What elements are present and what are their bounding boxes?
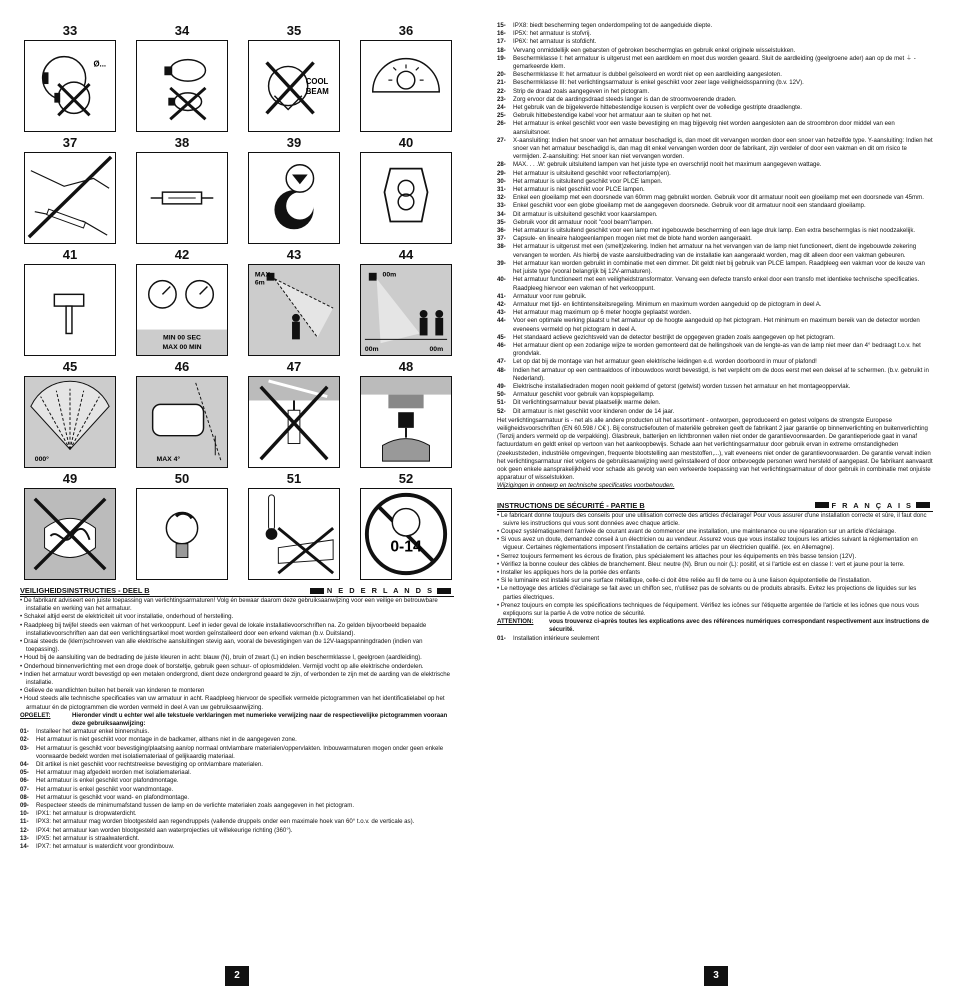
pictogram-number: 44 <box>398 247 414 262</box>
item-text: IPX8: biedt bescherming tegen onderdompeling tot de aangeduide diepte. <box>513 22 713 29</box>
numbered-item <box>20 728 454 736</box>
item-text: Armatuur voor ruw gebruik. <box>513 292 587 300</box>
header-bar-decoration <box>916 502 930 508</box>
pictogram-47 <box>248 358 340 470</box>
fr-section-title: INSTRUCTIONS DE SÉCURITÉ - PARTIE B <box>497 500 645 510</box>
item-number: 31- <box>497 186 506 194</box>
item-text: Het armatuur mag afgedekt worden met isolatiemateriaal. <box>36 769 192 777</box>
item-text: Het armatuur functioneert met een veiligheidstransformator. Vervang een defecte transfo enkel door een transfo met identieke technische specificaties. Raadpleeg hiervoor een vakman of het verkooppunt. <box>513 276 920 292</box>
pictogram-label: 00m <box>364 346 379 354</box>
pictogram-label: COOL <box>305 77 329 87</box>
pictogram-label: 00m <box>382 271 397 279</box>
pictogram-number: 41 <box>62 247 78 262</box>
pictogram-36 <box>360 22 452 134</box>
bulb-crossed-icon <box>24 40 116 132</box>
numbered-item <box>497 219 933 227</box>
bullet-item: • Onderhoud binnenverlichting met een droge doek of borsteltje, gebruik geen schuur- of oplosmiddelen. Vermijd vocht op alle elektrische onderdelen. <box>20 662 424 670</box>
numbered-item <box>497 408 933 416</box>
item-number: 39- <box>497 259 506 267</box>
item-text: Het armatuur is geschikt voor bevestiging/plaatsing aan/op normaal ontvlambare materialen/oppervlakten. Inbouwarmaturen mogen onder geen enkele voorwaarde bedekt worden met isolatiemateriaal of gelijkaardig materiaal. <box>36 744 444 760</box>
nl-warranty-text: Het verlichtingsarmatuur is - net als alle andere producten uit het assortiment - ontworpen, geproduceerd en getest volgens de strengste Europese veiligheidsvoorschriften (EN 60.598 / C€ ). Bij constructiefouten of materiële gebreken geeft de fabrikant 2 jaar garantie op binnenverlichting en buitenverlichting (Tenzij anders vermeld op de verpakking). Glasbreuk, batterijen en lichtbronnen vallen niet onder de garantievoorwaarden. De garantieperiode gaat in vanaf factuurdatum en geldt enkel op vertoon van het aankoopbewijs. Schade aan het verlichtingsarmatuur door gebruik ervan in extreme omstandigheden (zeekuststeden, industriële omgevingen, frequente blootstelling aan meststoffen,...), valt eveneens niet onder de garantievoorwaarden. De garantie vervalt indien het verlichtingsarmatuur niet volgens de gebruiksaanwijzing werd geïnstalleerd of door onbevoegde personen werd hersteld of aangepast. De fabrikant aanvaardt ook geen enkele aansprakelijkheid voor schade als gevolg van een verkeerde toepassing van het verlichtingsarmatuur of door gebruik in combinatie met onjuiste apparatuur of wisselstukken. <box>497 416 933 482</box>
item-text: Het armatuur is uitsluitend geschikt voor een lamp met ingebouwde bescherming of een lage druk lamp. Een extra beschermglas is niet noodzakelijk. <box>513 227 916 235</box>
pictogram-51 <box>248 470 340 582</box>
pictogram-number: 33 <box>62 23 78 38</box>
bullet-item: • Gelieve de wandlichten buiten het bereik van kinderen te monteren <box>20 687 205 695</box>
item-text: Zorg ervoor dat de aardingsdraad steeds langer is dan de stroomvoerende draden. <box>513 95 737 103</box>
pictogram-number: 47 <box>286 359 302 374</box>
item-text: Het armatuur is uitsluitend geschikt voor reflectorlamp(en). <box>513 169 671 177</box>
hammer-icon <box>24 264 116 356</box>
item-number: 14- <box>20 843 29 851</box>
item-number: 24- <box>497 104 506 112</box>
numbered-item <box>497 391 933 399</box>
item-text: Het standaard actieve gezichtsveld van de detector bestrijkt de opgegeven graden zoals aangegeven op het pictogram. <box>513 333 835 341</box>
item-number: 46- <box>497 341 506 349</box>
numbered-item <box>497 243 933 259</box>
item-text: Capsule- en lineaire halogeenlampen mogen niet met de blote hand worden aangeraakt. <box>513 235 752 243</box>
item-text: Beschermklasse II: het armatuur is dubbel geïsoleerd en wordt niet op een aardleiding aangesloten. <box>513 71 782 79</box>
pictogram-label: MAX 00 MIN <box>162 344 202 352</box>
item-number: 09- <box>20 802 29 810</box>
numbered-item <box>497 367 933 383</box>
page-number-right: 3 <box>704 966 728 986</box>
numbered-item <box>497 71 933 79</box>
item-number: 08- <box>20 793 29 801</box>
item-text: Het armatuur is enkel geschikt voor wandmontage. <box>36 785 174 793</box>
numbered-item <box>497 79 933 87</box>
item-number: 36- <box>497 227 506 235</box>
numbered-item <box>497 227 933 235</box>
item-text: Armatuur met tijd- en lichtintensiteitsregeling. Minimum en maximum worden aangeduid op de pictogram in deel A. <box>513 300 822 308</box>
nl-section-header <box>20 586 454 597</box>
item-text: Het armatuur mag maximum op 6 meter hoogte geplaatst worden. <box>513 309 692 317</box>
item-number: 07- <box>20 785 29 793</box>
item-text: Gebruik voor dit armatuur nooit "cool beam"lampen. <box>513 218 653 226</box>
pictogram-label: 00m <box>429 346 444 354</box>
bullet-item: • Si le luminaire est installé sur une surface métallique, celle-ci doit être reliée au fil de terre ou à une liaison équipotentielle de l'installation. <box>497 577 872 585</box>
numbered-item <box>497 635 933 643</box>
item-text: MAX. . . .W: gebruik uitsluitend lampen van het juiste type en overschrijd nooit het maximum aangegeven wattage. <box>513 161 822 169</box>
item-number: 30- <box>497 177 506 185</box>
header-bar-decoration <box>815 502 829 508</box>
item-number: 44- <box>497 317 506 325</box>
attention-text: vous trouverez ci-après toutes les explications avec des références numériques correspondant respectivement aux instructions de sécurité. <box>549 618 929 634</box>
item-number: 47- <box>497 358 506 366</box>
item-number: 13- <box>20 834 29 842</box>
item-text: Dit armatuur is uitsluitend geschikt voor kaarslampen. <box>513 210 658 218</box>
item-number: 28- <box>497 161 506 169</box>
pictogram-40 <box>360 134 452 246</box>
numbered-item <box>497 194 933 202</box>
item-text: Elektrische installatiedraden mogen nooit geklemd of getorst (getwist) worden tussen het armatuur en het montageoppervlak. <box>513 382 851 390</box>
pictogram-38 <box>136 134 228 246</box>
pictogram-label: MAX <box>254 271 271 279</box>
numbered-item <box>497 276 933 292</box>
fr-language-label: F R A N Ç A I S <box>831 500 913 510</box>
safety-transformer-icon <box>360 152 452 244</box>
numbered-item <box>497 260 933 276</box>
attention-note <box>20 712 454 728</box>
numbered-item <box>497 334 933 342</box>
item-text: Enkel een gloeilamp met een doorsnede van 60mm mag gebruikt worden. Gebruik voor dit armatuur nooit een gloeilamp met een doorsnede van 45mm. <box>513 194 924 202</box>
numbered-item <box>20 786 454 794</box>
item-text: Respecteer steeds de minimumafstand tussen de lamp en de verlichte materialen zoals aangegeven in het pictogram. <box>36 802 355 810</box>
numbered-item <box>497 96 933 104</box>
numbered-item <box>497 342 933 358</box>
item-text: Installeer het armatuur enkel binnenshuis. <box>36 728 150 736</box>
numbered-item <box>497 186 933 194</box>
timer-dials-icon <box>136 264 228 356</box>
bullet-item: • Si vous avez un doute, demandez conseil à un électricien ou au vendeur. Assurez vous que vous installez toujours les articles suivant la réglementation en vigueur. Certaines réglementations imposent l'installation de certains articles par un électricien qualifié. (ex. en Allemagne). <box>497 536 918 552</box>
numbered-item <box>497 47 933 55</box>
item-text: IPX4: het armatuur kan worden blootgesteld aan waterprojecties uit willekeurige richting (360°). <box>36 826 293 834</box>
dimmer-icon <box>248 152 340 244</box>
item-number: 01- <box>20 728 29 736</box>
pictogram-number: 42 <box>174 247 190 262</box>
bullet-item: • Indien het armatuur wordt bevestigd op een metalen ondergrond, dient deze ondergrond geaard te zijn, of verbonden te zijn met de aarding van de elektrische installatie. <box>20 670 450 687</box>
item-number: 49- <box>497 382 506 390</box>
pictogram-44 <box>360 246 452 358</box>
numbered-item <box>497 30 933 38</box>
bullet-item: • Draai steeds de (klem)schroeven van alle elektrische aansluitingen stevig aan, vooral de bevestigingen van de 12V-laagspanningdraden (indien van toepassing). <box>20 638 423 654</box>
bullet-item: • Le nettoyage des articles d'éclairage se fait avec un chiffon sec, n'utilisez pas de solvants ou de produits abrasifs. Evitez les projections de liquides sur les parties électriques. <box>497 585 917 601</box>
item-number: 23- <box>497 95 506 103</box>
pictogram-number: 48 <box>398 359 414 374</box>
numbered-item <box>497 211 933 219</box>
ceiling-wires-icon <box>248 376 340 468</box>
item-text: Beschermklasse I: het armatuur is uitgerust met een aardklem en moet dus worden geaard. Sluit de aardleiding (geelgroene ader) aan op de met ⏚ -gemarkeerde klem. <box>513 54 916 71</box>
fuse-icon <box>136 152 228 244</box>
numbered-item <box>497 301 933 309</box>
numbered-item <box>497 88 933 96</box>
pictogram-label: MAX 4° <box>156 456 181 464</box>
bullet-item: • Coupez systématiquement l'arrivée de courant avant de commencer une installation, une maintenance ou une réparation sur un article d'éclairage. <box>497 527 897 535</box>
header-bar-decoration <box>437 588 451 594</box>
attention-text: Hieronder vindt u echter wel alle tekstuele verklaringen met numerieke verwijzing naar de respectievelijke pictogrammen vooraan deze gebruiksaanwijzing: <box>72 711 448 728</box>
item-text: Het armatuur is enkel geschikt voor een vaste bevestiging en mag bijgevolg niet worden aangesloten aan de stroombron door middel van een aansluitsnoer. <box>513 120 895 136</box>
item-text: Beschermklasse III: het verlichtingsarmatuur is enkel geschikt voor zeer lage veiligheidsspanning (b.v. 12V). <box>513 79 804 87</box>
pictogram-label: Ø... <box>93 59 107 69</box>
numbered-item <box>20 843 454 851</box>
pictogram-number: 50 <box>174 471 190 486</box>
item-text: Enkel geschikt voor een globe gloeilamp met de aangegeven doorsnede. Gebruik voor dit armatuur nooit een standaard gloeilamp. <box>513 202 866 210</box>
pictogram-33 <box>24 22 116 134</box>
item-text: Armatuur geschikt voor gebruik van kopspiegellamp. <box>513 391 655 399</box>
nl-section-title: VEILIGHEIDSINSTRUCTIES - DEEL B <box>20 586 150 595</box>
item-text: Dit artikel is niet geschikt voor rechtstreekse bevestiging op ontvlambare materialen. <box>36 761 263 769</box>
cable-tangle-icon <box>24 488 116 580</box>
numbered-item <box>20 818 454 826</box>
item-text: Het armatuur kan worden gebruikt in combinatie met een dimmer. Dit geldt niet bij gebruik van PLCE lampen. Raadpleeg een vakman voor de keuze van het juiste type (vooral belangrijk bij 12V-armaturen). <box>513 259 925 276</box>
pictogram-number: 51 <box>286 471 302 486</box>
pictogram-number: 43 <box>286 247 302 262</box>
attention-note <box>497 618 933 634</box>
item-number: 33- <box>497 202 506 210</box>
detection-area-icon <box>360 264 452 356</box>
item-number: 10- <box>20 810 29 818</box>
pictogram-number: 38 <box>174 135 190 150</box>
numbered-item <box>497 202 933 210</box>
pictogram-41 <box>24 246 116 358</box>
pictogram-number: 36 <box>398 23 414 38</box>
item-number: 11- <box>20 818 29 826</box>
bullet-item: • Houd bij de aansluiting van de bedrading de juiste kleuren in acht: blauw (N), bruin of zwart (L) en indien beschermklasse I, geelgroen (aardleiding). <box>20 654 422 662</box>
item-number: 03- <box>20 744 29 752</box>
bullet-item: • Prenez toujours en compte les spécifications techniques de l'équipement. Vérifiez les icônes sur l'étiquette argentée de l'article et les icônes que nous vous expliquons sur la partie A de votre notice de sécurité. <box>497 601 919 618</box>
pictogram-50 <box>136 470 228 582</box>
item-number: 02- <box>20 736 29 744</box>
item-text: IP6X: het armatuur is stofdicht. <box>513 38 597 46</box>
numbered-item <box>497 170 933 178</box>
numbered-item <box>497 178 933 186</box>
reflector-bulb-icon <box>136 488 228 580</box>
item-text: Het armatuur is geschikt voor wand- en plafondmontage. <box>36 793 190 801</box>
pictogram-42 <box>136 246 228 358</box>
numbered-item <box>20 827 454 835</box>
item-text: Let op dat bij de montage van het armatuur geen elektrische leidingen e.d. worden doorboord in muur of plafond! <box>513 358 817 366</box>
item-number: 29- <box>497 169 506 177</box>
item-text: Het armatuur is uitgerust met een (smelt)zekering. Indien het armatuur na het vervangen van de lamp niet functioneert, dient de ingebouwde zekering vervangen te worden. Als hierbij de vaste aansluitbedrading van de installatie kan aangeraakt worden, mag dit alleen door een vakman gebeuren. <box>513 243 917 259</box>
item-text: Dit verlichtingsarmatuur bevat plaatselijk warme delen. <box>513 399 661 407</box>
pictogram-43 <box>248 246 340 358</box>
numbered-item <box>497 120 933 136</box>
numbered-item <box>497 112 933 120</box>
heat-hand-icon <box>248 488 340 580</box>
no-bare-hand-icon <box>24 152 116 244</box>
nl-footnote: Wijzigingen in ontwerp en technische specificaties voorbehouden. <box>497 482 675 490</box>
item-number: 41- <box>497 292 506 300</box>
item-number: 45- <box>497 333 506 341</box>
bullet-item: • Le fabricant donne toujours des conseils pour une utilisation correcte des articles d'éclairage! Pour vous assurer d'une installation correcte et sûre, il faut donc suivre les instructions qui vous sont données avec chaque article. <box>497 511 927 527</box>
bullet-item: • Houd steeds alle technische specificaties van uw armatuur in acht. Raadpleeg hiervoor de specifiek vermelde pictogrammen van het identificatielabel op het armatuur én de pictogrammen die worden vermeld in deel A van uw gebruiksaanwijzing. <box>20 695 445 711</box>
item-number: 35- <box>497 218 506 226</box>
pictogram-number: 35 <box>286 23 302 38</box>
numbered-item <box>20 777 454 785</box>
item-number: 01- <box>497 634 506 642</box>
item-number: 12- <box>20 826 29 834</box>
item-text: Indien het armatuur op een centraaldoos of inbouwdoos wordt bevestigd, is het verplicht om de doos eerst met een deksel af te schermen. (b.v. gebruikt in Nederland). <box>513 366 929 382</box>
numbered-item <box>497 137 933 162</box>
pictogram-49 <box>24 470 116 582</box>
pictogram-label: 6m <box>254 279 265 287</box>
bullet-item: • Vérifiez la bonne couleur des câbles de branchement. Bleu: neutre (N). Brun ou noir (L): positif, et si l'article est en classe I: vert et jaune pour la terre. <box>497 560 905 568</box>
pictogram-number: 45 <box>62 359 78 374</box>
item-text: IPX7: het armatuur is waterdicht voor grondinbouw. <box>36 843 175 851</box>
item-number: 34- <box>497 210 506 218</box>
bullet-item: • De fabrikant adviseert een juiste toepassing van verlichtingsarmaturen! Volg én bewaar daarom deze gebruiksaanwijzing voor een veilige en betrouwbare installatie en werking van het armatuur. <box>20 597 438 613</box>
pictogram-label: BEAM <box>305 86 329 96</box>
item-text: Het armatuur is niet geschikt voor montage in de badkamer, althans niet in de aangegeven zone. <box>36 736 297 744</box>
pictogram-number: 49 <box>62 471 78 486</box>
item-number: 20- <box>497 71 506 79</box>
item-number: 16- <box>497 30 506 38</box>
bullet-item: • Serrez toujours fermement les écrous de fixation, plus spécialement les attaches pour les équipements en très basse tension (12V). <box>497 552 857 560</box>
pictogram-35 <box>248 22 340 134</box>
attention-label: ATTENTION: <box>497 618 534 626</box>
nl-language-label: N E D E R L A N D S <box>326 586 434 595</box>
nl-instructions-continued <box>497 22 933 416</box>
item-text: Het armatuur dient op een zodanige wijze te worden gemonteerd dat de hellingshoek van de lengte-as van de lamp niet meer dan 4° bedraagt t.o.v. het grondvlak. <box>513 341 921 358</box>
numbered-item <box>497 104 933 112</box>
pictogram-number: 52 <box>398 471 414 486</box>
numbered-item <box>497 22 933 30</box>
numbered-item <box>20 769 454 777</box>
page-number-left: 2 <box>225 966 249 986</box>
pictogram-number: 37 <box>62 135 78 150</box>
item-number: 38- <box>497 243 506 251</box>
detector-range-icon <box>248 264 340 356</box>
numbered-item <box>497 161 933 169</box>
item-number: 37- <box>497 235 506 243</box>
item-number: 27- <box>497 136 506 144</box>
item-text: Het armatuur is niet geschikt voor PLCE lampen. <box>513 186 645 194</box>
numbered-item <box>20 835 454 843</box>
numbered-item <box>497 309 933 317</box>
numbered-item <box>497 383 933 391</box>
item-number: 48- <box>497 366 506 374</box>
bullet-item: • Installer les appliques hors de la portée des enfants <box>497 569 641 576</box>
tilt-angle-icon <box>136 376 228 468</box>
pictogram-label: 0-14 <box>390 538 422 556</box>
item-number: 15- <box>497 22 506 29</box>
item-text: Vervang onmiddellijk een gebarsten of gebroken beschermglas en gebruik enkel originele wisselstukken. <box>513 46 796 54</box>
detection-angle-icon <box>24 376 116 468</box>
item-number: 25- <box>497 112 506 120</box>
item-number: 42- <box>497 300 506 308</box>
item-number: 52- <box>497 407 506 415</box>
numbered-item <box>20 761 454 769</box>
bullet-item: • Schakel altijd eerst de elektriciteit uit voor installatie, onderhoud of herstelling. <box>20 613 234 621</box>
item-number: 22- <box>497 87 506 95</box>
item-number: 43- <box>497 309 506 317</box>
header-bar-decoration <box>310 588 324 594</box>
item-text: Voor een optimale werking plaatst u het armatuur op de hoogte aangeduid op het pictogram. Het minimum en maximum bereik van de detector worden eveneens vermeld op het pictogram in deel A. <box>513 317 920 333</box>
numbered-item <box>20 736 454 744</box>
item-number: 05- <box>20 769 29 777</box>
numbered-item <box>20 745 454 761</box>
item-text: Dit armatuur is niet geschikt voor kinderen onder de 14 jaar. <box>513 407 675 415</box>
item-number: 21- <box>497 79 506 87</box>
item-text: X-aansluiting: Indien het snoer van het armatuur beschadigd is, dan moet dit vervangen worden door een snoer van hetzelfde type. Y-aansluiting: Indien het snoer van het armatuur beschadigd is, dan mag dit enkel vervangen worden door de fabrikant, zijn verdeler of door een vakman en dit om risico te vermijden. Z-aansluiting: Het snoer kan niet vervangen worden. <box>513 136 933 161</box>
numbered-item <box>497 399 933 407</box>
item-number: 40- <box>497 276 506 284</box>
pictogram-number: 40 <box>398 135 414 150</box>
item-number: 32- <box>497 194 506 202</box>
numbered-item <box>20 794 454 802</box>
item-text: Het armatuur is enkel geschikt voor plafondmontage. <box>36 777 179 785</box>
numbered-item <box>497 358 933 366</box>
nl-instructions-body <box>20 597 454 851</box>
numbered-item <box>497 55 933 71</box>
item-number: 17- <box>497 38 506 46</box>
pictogram-52 <box>360 470 452 582</box>
pictogram-46 <box>136 358 228 470</box>
item-number: 50- <box>497 391 506 399</box>
page-right <box>497 22 933 643</box>
item-text: Strip de draad zoals aangegeven in het pictogram. <box>513 87 650 95</box>
attention-label: OPGELET: <box>20 711 51 719</box>
pictogram-34 <box>136 22 228 134</box>
numbered-item <box>20 802 454 810</box>
pictogram-number: 34 <box>174 23 190 38</box>
item-text: Het armatuur is uitsluitend geschikt voor PLCE lampen. <box>513 177 663 185</box>
numbered-item <box>20 810 454 818</box>
item-text: Het gebruik van de bijgeleverde hittebestendige kousen is verplicht over de volledige gestripte draadlengte. <box>513 104 802 112</box>
pictogram-number: 39 <box>286 135 302 150</box>
item-text: Installation intérieure seulement <box>513 634 600 642</box>
pictogram-grid <box>24 22 454 582</box>
pictogram-48 <box>360 358 452 470</box>
item-text: IPX3: het armatuur mag worden blootgesteld aan regendruppels (vallende druppels onder een maximale hoek van 60° t.o.v. de verticale as). <box>36 818 415 826</box>
item-number: 51- <box>497 399 506 407</box>
item-number: 18- <box>497 46 506 54</box>
not-for-children-icon <box>360 488 452 580</box>
cool-beam-crossed-icon <box>248 40 340 132</box>
item-text: IPX1: het armatuur is dropwaterdicht. <box>36 810 137 818</box>
candle-bulb-crossed-icon <box>136 40 228 132</box>
numbered-item <box>497 38 933 46</box>
pictogram-number: 46 <box>174 359 190 374</box>
pictogram-39 <box>248 134 340 246</box>
ceiling-mount-icon <box>360 376 452 468</box>
item-text: IPX5: het armatuur is straalwaterdicht. <box>36 834 140 842</box>
fr-instructions-body <box>497 512 933 643</box>
item-number: 06- <box>20 777 29 785</box>
bullet-item: • Raadpleeg bij twijfel steeds een vakman of het verkooppunt. Leef in ieder geval de lokale installatievoorschriften na. Zo gelden bijvoorbeeld bepaalde installatievoorschriften aan dat een verlichtingsartikel moet worden geïnstalleerd door een erkend vakman (b.v. Duitsland). <box>20 621 427 637</box>
numbered-item <box>497 235 933 243</box>
pictogram-45 <box>24 358 116 470</box>
page-left <box>20 22 454 851</box>
numbered-item <box>497 293 933 301</box>
pictogram-37 <box>24 134 116 246</box>
pictogram-label: 000° <box>34 456 49 464</box>
protective-glass-icon <box>360 40 452 132</box>
numbered-item <box>497 317 933 333</box>
item-text: IP5X: het armatuur is stofvrij. <box>513 30 592 38</box>
fr-section-header <box>497 501 933 512</box>
item-number: 19- <box>497 54 506 62</box>
item-number: 26- <box>497 120 506 128</box>
pictogram-label: MIN 00 SEC <box>163 334 201 342</box>
item-text: Gebruik hittebestendige kabel voor het armatuur aan te sluiten op het net. <box>513 112 712 120</box>
item-number: 04- <box>20 761 29 769</box>
